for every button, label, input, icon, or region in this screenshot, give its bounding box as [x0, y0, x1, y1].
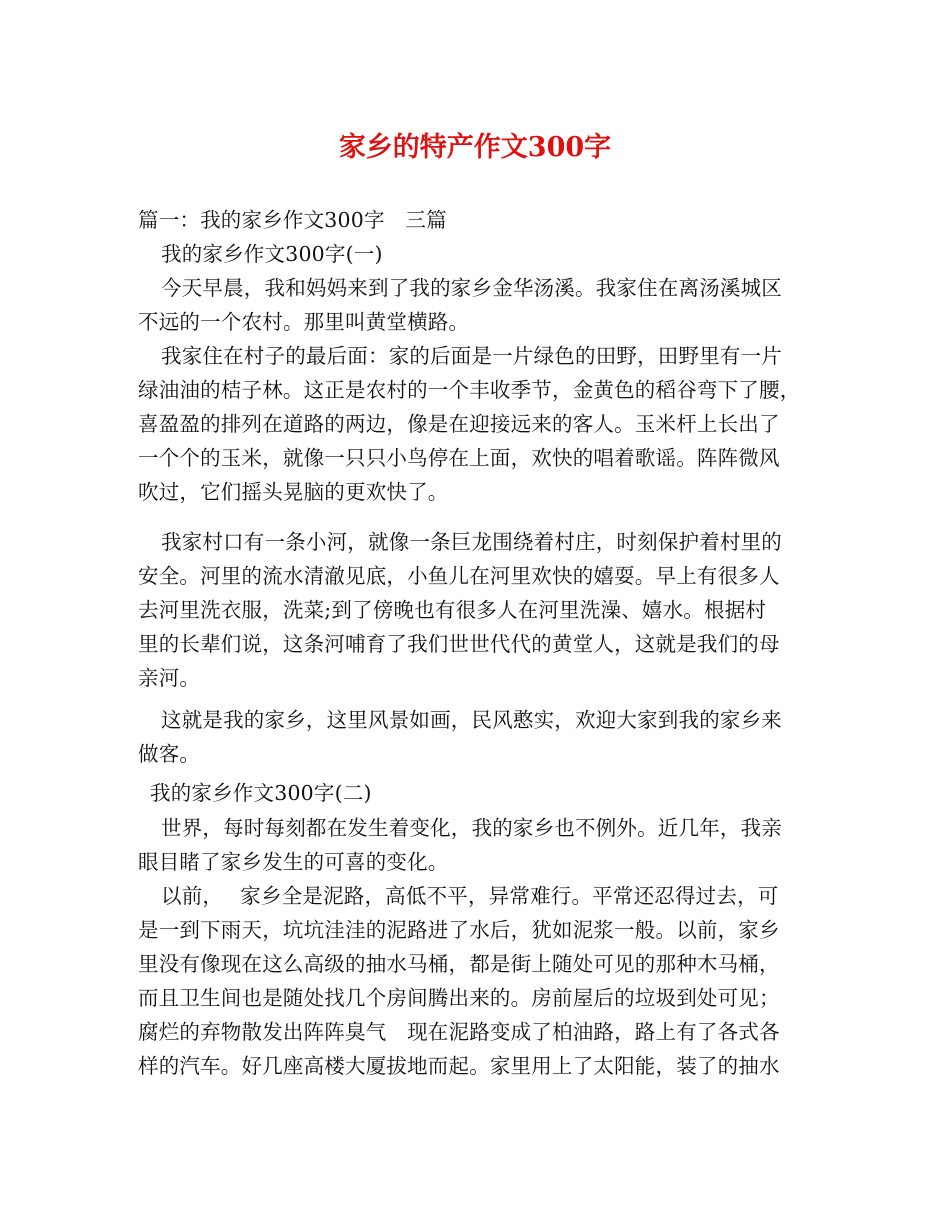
paragraph-line: 样的汽车。好几座高楼大厦拔地而起。家里用上了太阳能，装了的抽水	[138, 1054, 780, 1078]
paragraph-line: 吹过，它们摇头晃脑的更欢快了。	[138, 480, 449, 504]
paragraph-line: 喜盈盈的排列在道路的两边，像是在迎接远来的客人。玉米杆上长出了	[138, 412, 780, 436]
paragraph-line: 我家住在村子的最后面：家的后面是一片绿色的田野，田野里有一片	[161, 344, 782, 368]
paragraph-line: 是一到下雨天，坑坑洼洼的泥路进了水后，犹如泥浆一般。以前，家乡	[138, 918, 780, 942]
paragraph-line: 而且卫生间也是随处找几个房间腾出来的。房前屋后的垃圾到处可见；	[138, 986, 780, 1010]
paragraph-line: 以前， 家乡全是泥路，高低不平，异常难行。平常还忍得过去，可	[161, 884, 779, 908]
paragraph-line: 这就是我的家乡，这里风景如画，民风憨实，欢迎大家到我的家乡来	[161, 708, 782, 732]
section-heading: 篇一：我的家乡作文300字 三篇	[138, 208, 447, 232]
paragraph-line: 绿油油的桔子林。这正是农村的一个丰收季节，金黄色的稻谷弯下了腰，	[138, 378, 801, 402]
paragraph-line: 世界，每时每刻都在发生着变化，我的家乡也不例外。近几年，我亲	[161, 816, 782, 840]
document-title: 家乡的特产作文300字	[338, 132, 612, 163]
paragraph-line: 我家村口有一条小河，就像一条巨龙围绕着村庄，时刻保护着村里的	[161, 530, 782, 554]
paragraph-line: 眼目睹了家乡发生的可喜的变化。	[138, 850, 449, 874]
paragraph-line: 亲河。	[138, 666, 201, 690]
paragraph-line: 做客。	[138, 742, 201, 766]
paragraph-line: 不远的一个农村。那里叫黄堂横路。	[138, 310, 470, 334]
paragraph-line: 里的长辈们说，这条河哺育了我们世世代代的黄堂人，这就是我们的母	[138, 632, 780, 656]
paragraph-line: 安全。河里的流水清澈见底，小鱼儿在河里欢快的嬉耍。早上有很多人	[138, 564, 780, 588]
subheading: 我的家乡作文300字(二)	[150, 781, 372, 805]
paragraph-line: 腐烂的弃物散发出阵阵臭气 现在泥路变成了柏油路，路上有了各式各	[138, 1020, 780, 1044]
paragraph-line: 今天早晨，我和妈妈来到了我的家乡金华汤溪。我家住在离汤溪城区	[161, 276, 782, 300]
subheading: 我的家乡作文300字(一)	[161, 242, 383, 266]
paragraph-line: 里没有像现在这么高级的抽水马桶，都是街上随处可见的那种木马桶，	[138, 952, 780, 976]
paragraph-line: 去河里洗衣服，洗菜;到了傍晚也有很多人在河里洗澡、嬉水。根据村	[138, 598, 767, 622]
paragraph-line: 一个个的玉米，就像一只只小鸟停在上面，欢快的唱着歌谣。阵阵微风	[138, 446, 780, 470]
